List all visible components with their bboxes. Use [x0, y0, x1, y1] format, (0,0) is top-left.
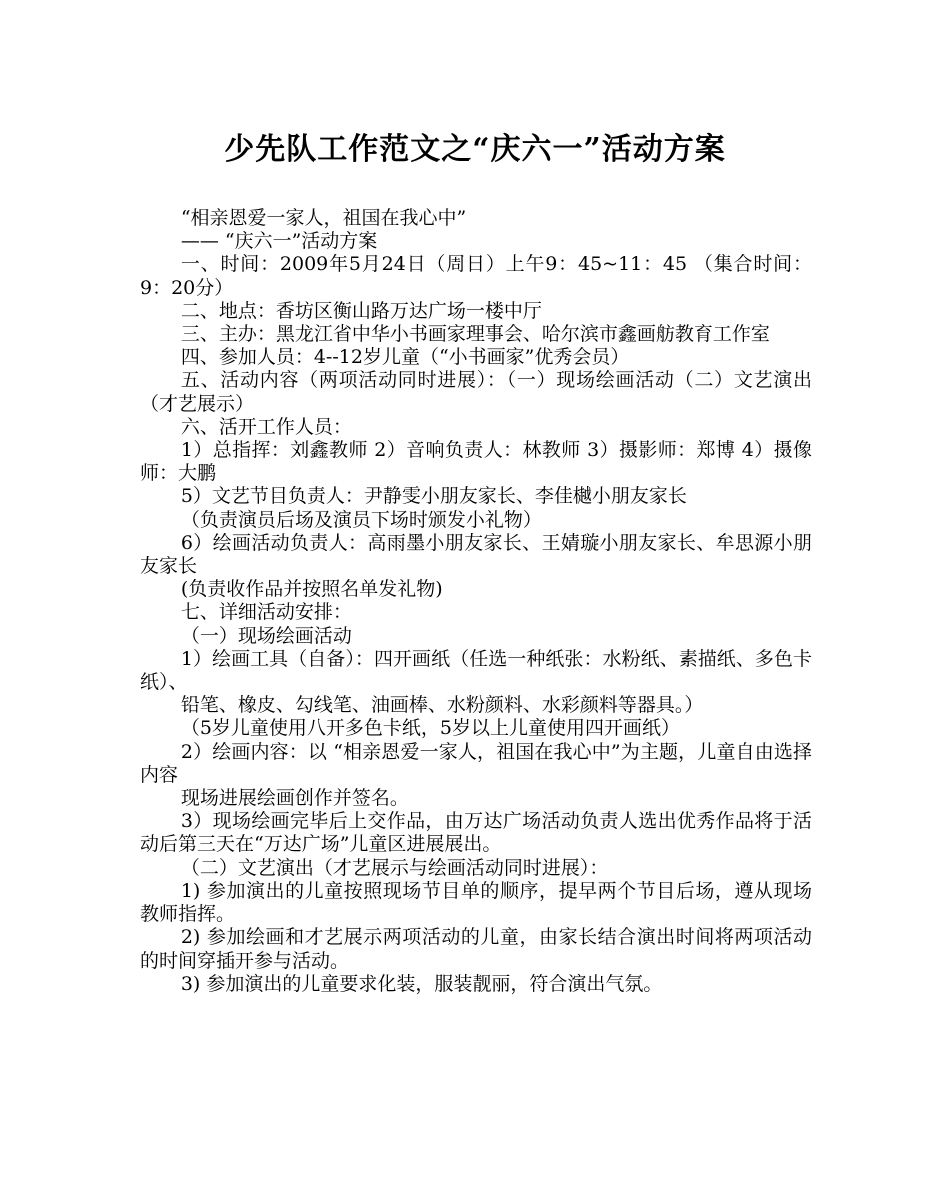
staff-list-3: 6）绘画活动负责人：高雨墨小朋友家长、王婧璇小朋友家长、牟思源小朋友家长: [140, 531, 812, 578]
staff-list-1: 1）总指挥：刘鑫教师 2）音响负责人：林教师 3）摄影师：郑博 4）摄像师：大鹏: [140, 439, 812, 485]
staff-note-1: （负责演员后场及演员下场时颁发小礼物）: [180, 508, 542, 531]
subsection-painting: （一）现场绘画活动: [180, 624, 352, 647]
section-participants: 四、参加人员：4--12岁儿童（“小书画家”优秀会员）: [180, 346, 630, 369]
painting-item-2-cont: 现场进展绘画创作并签名。: [180, 787, 409, 810]
section-time: 一、时间：2009年5月24日（周日）上午9：45~11：45 （集合时间：9：20分）: [140, 253, 812, 299]
painting-item-1: 1）绘画工具（自备）：四开画纸（任选一种纸张：水粉纸、素描纸、多色卡纸）、: [140, 647, 812, 694]
document-title: 少先队工作范文之“庆六一”活动方案: [224, 132, 726, 167]
performance-item-3: 3) 参加演出的儿童要求化装，服装靓丽，符合演出气氛。: [180, 972, 663, 995]
painting-item-2: 2）绘画内容：以 “相亲恩爱一家人，祖国在我心中”为主题，儿童自由选择内容: [140, 740, 812, 786]
painting-item-1-note: （5岁儿童使用八开多色卡纸，5岁以上儿童使用四开画纸）: [180, 717, 681, 740]
section-organizer: 三、主办：黑龙江省中华小书画家理事会、哈尔滨市鑫画舫教育工作室: [180, 323, 770, 346]
subtitle: —— “庆六一”活动方案: [180, 230, 378, 253]
section-location: 二、地点：香坊区衡山路万达广场一楼中厅: [180, 299, 542, 322]
performance-item-2: 2) 参加绘画和才艺展示两项活动的儿童，由家长结合演出时间将两项活动的时间穿插开参与活动。: [140, 926, 812, 972]
staff-note-2: (负责收作品并按照名单发礼物): [180, 578, 443, 601]
document-body: [140, 207, 812, 996]
section-schedule: 七、详细活动安排：: [180, 601, 352, 624]
section-activities: 五、活动内容（两项活动同时进展）：（一）现场绘画活动（二）文艺演出（才艺展示）: [140, 369, 812, 415]
subsection-performance: （二）文艺演出（才艺展示与绘画活动同时进展）：: [180, 856, 609, 879]
performance-item-1: 1) 参加演出的儿童按照现场节目单的顺序，提早两个节目后场，遵从现场教师指挥。: [140, 879, 812, 926]
painting-item-3: 3）现场绘画完毕后上交作品，由万达广场活动负责人选出优秀作品将于活动后第三天在“万达广场”儿童区进展展出。: [140, 810, 812, 856]
staff-list-2: 5）文艺节目负责人：尹静雯小朋友家长、李佳樾小朋友家长: [180, 485, 687, 508]
section-staff: 六、活开工作人员：: [180, 415, 352, 438]
slogan: “相亲恩爱一家人，祖国在我心中”: [180, 207, 467, 229]
painting-item-1-cont: 铅笔、橡皮、勾线笔、油画棒、水粉颜料、水彩颜料等器具。）: [180, 694, 704, 717]
